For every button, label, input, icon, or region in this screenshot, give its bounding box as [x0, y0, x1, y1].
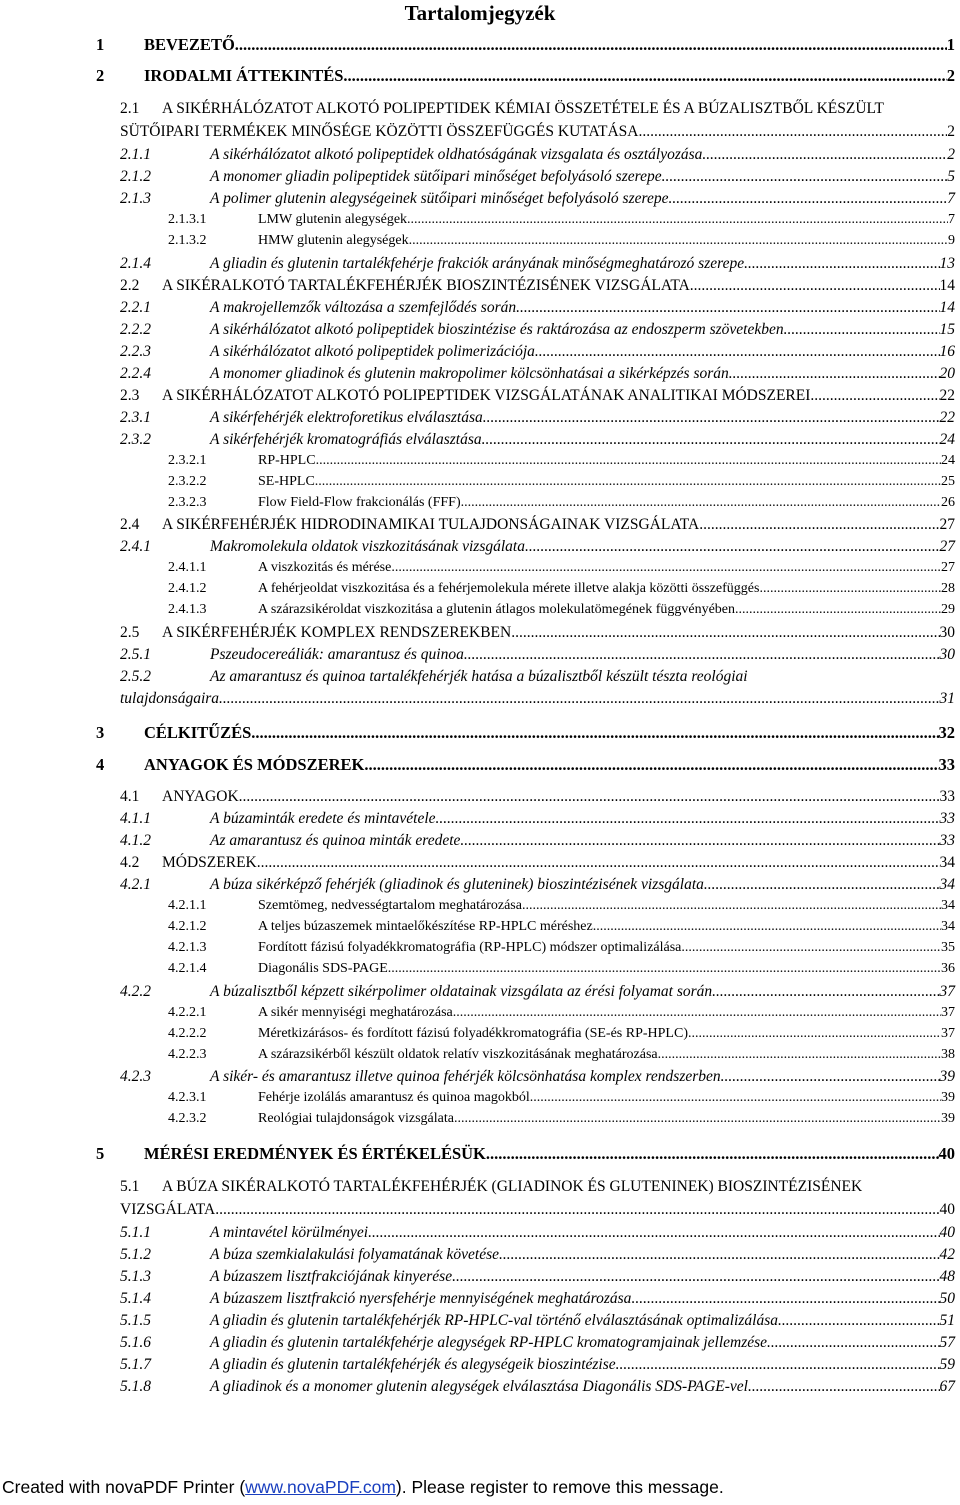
toc-page-number: 24	[941, 453, 955, 468]
toc-page-number: 39	[941, 1090, 955, 1105]
toc-leader	[535, 343, 940, 361]
toc-page-number: 37	[941, 1005, 955, 1020]
toc-leader	[453, 1005, 941, 1021]
toc-page-number: 38	[941, 1047, 955, 1062]
toc-number: 4.2.3.1	[168, 1090, 207, 1105]
toc-entry[interactable]	[120, 387, 955, 405]
toc-number: 2.3	[120, 387, 140, 404]
toc-number: 2.2.2	[120, 321, 151, 338]
toc-leader	[729, 365, 940, 383]
toc-title: A SIKÉRALKOTÓ TARTALÉKFEHÉRJÉK BIOSZINTÉZISÉNEK VIZSGÁLATA	[162, 277, 690, 294]
toc-number: 4.1	[120, 788, 140, 805]
footer-text-before: Created with novaPDF Printer (	[2, 1477, 246, 1497]
toc-page-number: 22	[939, 409, 955, 426]
toc-leader	[593, 919, 941, 935]
toc-leader	[482, 431, 940, 449]
toc-number: 4.2.2.3	[168, 1047, 207, 1062]
toc-leader	[516, 299, 939, 317]
toc-entry[interactable]	[120, 168, 955, 186]
toc-number: 2.3.2.1	[168, 453, 207, 468]
toc-page-number: 51	[939, 1312, 955, 1329]
toc-leader	[522, 898, 941, 914]
toc-number: 4.2.2.1	[168, 1005, 207, 1020]
toc-title: A SIKÉRHÁLÓZATOT ALKOTÓ POLIPEPTIDEK KÉMIAI ÖSSZETÉTELE ÉS A BÚZALISZTBŐL KÉSZÜLT	[162, 100, 885, 117]
toc-leader	[461, 495, 941, 511]
toc-leader	[315, 474, 941, 490]
toc-leader	[388, 961, 941, 977]
toc-leader	[702, 146, 947, 164]
toc-entry[interactable]	[120, 190, 955, 208]
toc-page-number: 40	[938, 1144, 955, 1163]
toc-title: A sikérhálózatot alkotó polipeptidek bioszintézise és raktározása az endoszperm szövetekben	[210, 321, 784, 338]
toc-leader	[784, 321, 940, 339]
toc-entry[interactable]	[120, 832, 955, 850]
toc-title: A búzalisztből képzett sikérpolimer oldatainak vizsgálata az érési folyamat során	[210, 983, 713, 1000]
toc-number: 5.1.2	[120, 1246, 151, 1263]
toc-leader	[215, 1201, 939, 1219]
toc-title: A búzaszem lisztfrakció nyersfehérje mennyiségének meghatározása	[210, 1290, 632, 1307]
toc-leader	[759, 581, 941, 597]
toc-entry[interactable]	[120, 1268, 955, 1286]
toc-number: 2.1.3.2	[168, 233, 207, 248]
toc-leader	[257, 854, 940, 872]
toc-number: 4.1.2	[120, 832, 151, 849]
toc-leader	[767, 1334, 939, 1352]
toc-page-number: 33	[939, 832, 955, 849]
toc-title: A szárazsikéroldat viszkozitása a glutenin átlagos molekulatömegének függvényében	[258, 602, 736, 617]
toc-title: A fehérjeoldat viszkozitása és a fehérjemolekula mérete illetve alakja közötti összefüggés	[258, 581, 760, 596]
toc-page-number: 14	[939, 277, 955, 294]
toc-page-number: 34	[941, 919, 955, 934]
toc-number: 5.1.4	[120, 1290, 151, 1307]
toc-entry[interactable]	[120, 876, 955, 894]
toc-entry[interactable]	[168, 919, 955, 935]
toc-page-number: 24	[939, 431, 955, 448]
toc-leader	[748, 1378, 940, 1396]
toc-leader	[407, 212, 948, 228]
toc-leader	[436, 810, 940, 828]
toc-title: A sikér- és amarantusz illetve quinoa fehérjék kölcsönhatása komplex rendszerben	[210, 1068, 721, 1085]
toc-title: Fordított fázisú folyadékkromatográfia (RP-HPLC) módszer optimalizálása	[258, 940, 682, 955]
toc-title: A sikérhálózatot alkotó polipeptidek oldhatóságának vizsgalata és osztályozása	[210, 146, 703, 163]
toc-title-continued: VIZSGÁLATA	[120, 1201, 216, 1218]
toc-title: BEVEZETŐ	[144, 35, 235, 54]
toc-number: 2.1.4	[120, 255, 151, 272]
toc-leader	[712, 983, 939, 1001]
toc-leader	[452, 1268, 939, 1286]
toc-leader	[454, 1111, 941, 1127]
toc-title: HMW glutenin alegységek	[258, 233, 409, 248]
toc-title: Méretkizárásos- és fordított fázisú folyadékkromatográfia (SE-és RP-HPLC)	[258, 1026, 688, 1041]
toc-entry[interactable]	[120, 123, 955, 141]
toc-leader	[704, 876, 940, 894]
toc-page-number: 57	[939, 1334, 955, 1351]
toc-number: 5.1.1	[120, 1224, 151, 1241]
toc-title: A búza szemkialakulási folyamatának követése	[210, 1246, 499, 1263]
toc-leader	[810, 387, 939, 405]
toc-page-number: 32	[938, 723, 955, 742]
toc-leader	[744, 255, 939, 273]
toc-leader	[688, 1026, 941, 1042]
toc-entry[interactable]	[120, 1201, 955, 1219]
toc-leader	[460, 832, 939, 850]
toc-page-number: 7	[948, 212, 955, 227]
toc-entry[interactable]	[120, 277, 955, 295]
toc-page-number: 59	[939, 1356, 955, 1373]
toc-entry[interactable]	[120, 1378, 955, 1396]
toc-title-continued: tulajdonságaira	[120, 690, 220, 707]
toc-page-number: 14	[939, 299, 955, 316]
toc-number: 4.2.2	[120, 983, 151, 1000]
toc-title: A sikérhálózatot alkotó polipeptidek polimerizációja	[210, 343, 535, 360]
toc-entry[interactable]	[120, 343, 955, 361]
toc-number: 5.1.3	[120, 1268, 151, 1285]
toc-entry[interactable]	[120, 690, 955, 708]
toc-entry[interactable]	[168, 233, 955, 249]
toc-leader	[464, 646, 940, 664]
toc-page-number: 33	[938, 755, 955, 774]
toc-number: 2.3.2.2	[168, 474, 207, 489]
toc-page-number: 40	[939, 1201, 955, 1218]
toc-number: 2.5.2	[120, 668, 151, 685]
toc-entry-first-line[interactable]	[120, 1178, 862, 1196]
toc-leader	[668, 190, 947, 208]
toc-title: A monomer gliadinok és glutenin makropolimer kölcsönhatásai a sikérképzés során	[210, 365, 729, 382]
toc-title: Az amarantusz és quinoa tartalékfehérjék hatása a búzalisztből készült tészta reológiai	[210, 668, 748, 685]
toc-entry[interactable]	[168, 495, 955, 511]
toc-entry[interactable]	[168, 560, 955, 576]
toc-title: CÉLKITŰZÉS	[144, 723, 252, 742]
toc-leader	[530, 1090, 941, 1106]
toc-title: A gliadinok és a monomer glutenin alegységek elválasztása Diagonális SDS-PAGE-vel	[210, 1378, 748, 1395]
toc-entry[interactable]	[96, 755, 955, 775]
toc-entry-first-line[interactable]	[120, 668, 748, 686]
toc-page-number: 33	[939, 810, 955, 827]
toc-title: A mintavétel körülményei	[210, 1224, 369, 1241]
toc-number: 5.1.7	[120, 1356, 151, 1373]
toc-leader	[699, 516, 939, 534]
toc-entry[interactable]	[120, 810, 955, 828]
toc-page-number: 35	[941, 940, 955, 955]
toc-entry[interactable]	[120, 516, 955, 534]
toc-page-number: 13	[939, 255, 955, 272]
watermark-footer	[0, 1476, 960, 1498]
toc-number: 2.4.1	[120, 538, 151, 555]
toc-number: 4.2.1.2	[168, 919, 207, 934]
toc-entry[interactable]	[120, 646, 955, 664]
page-title: Tartalomjegyzék	[404, 1, 556, 25]
footer-link[interactable]: www.novaPDF.com	[245, 1477, 396, 1497]
toc-title: A búza sikérképző fehérjék (gliadinok és gluteninek) bioszintézisének vizsgálata	[210, 876, 704, 893]
toc-number: 4.2.2.2	[168, 1026, 207, 1041]
toc-entry[interactable]	[120, 1356, 955, 1374]
toc-number: 3	[96, 723, 105, 742]
toc-title: A teljes búzaszemek mintaelőkészítése RP-HPLC méréshez	[258, 919, 593, 934]
toc-page-number: 27	[939, 538, 955, 555]
toc-entry[interactable]	[168, 602, 955, 618]
toc-entry[interactable]	[120, 1224, 955, 1242]
toc-number: 2.4.1.1	[168, 560, 207, 575]
toc-entry[interactable]	[168, 212, 955, 228]
toc-entry[interactable]	[120, 1290, 955, 1308]
toc-page-number: 67	[939, 1378, 955, 1395]
toc-title: Az amarantusz és quinoa minták eredete	[210, 832, 461, 849]
toc-title: SE-HPLC	[258, 474, 315, 489]
toc-page-number: 39	[941, 1111, 955, 1126]
toc-leader	[409, 233, 948, 249]
toc-number: 4	[96, 755, 105, 774]
toc-page-number: 9	[948, 233, 955, 248]
toc-page-number: 34	[941, 898, 955, 913]
toc-number: 2.1.3.1	[168, 212, 207, 227]
toc-title: A gliadin és glutenin tartalékfehérje frakciók arányának minőségmeghatározó szerepe	[210, 255, 745, 272]
toc-entry[interactable]	[120, 854, 955, 872]
toc-entry[interactable]	[168, 940, 955, 956]
toc-entry[interactable]	[120, 255, 955, 273]
toc-page-number: 16	[939, 343, 955, 360]
toc-page-number: 34	[939, 854, 955, 871]
toc-leader	[391, 560, 941, 576]
toc-entry[interactable]	[120, 788, 955, 806]
toc-number: 2.3.1	[120, 409, 151, 426]
toc-page-number: 25	[941, 474, 955, 489]
toc-entry[interactable]	[168, 1005, 955, 1021]
toc-page-number: 29	[941, 602, 955, 617]
toc-leader	[251, 723, 938, 743]
toc-entry[interactable]	[168, 581, 955, 597]
toc-number: 5.1.5	[120, 1312, 151, 1329]
toc-entry[interactable]	[120, 624, 955, 642]
toc-title: A gliadin és glutenin tartalékfehérje alegységek RP-HPLC kromatogramjainak jellemzése	[210, 1334, 768, 1351]
toc-title: Makromolekula oldatok viszkozitásának vizsgálata	[210, 538, 525, 555]
toc-title: A viszkozitás és mérése	[258, 560, 392, 575]
toc-title-continued: SÜTŐIPARI TERMÉKEK MINŐSÉGE KÖZÖTTI ÖSSZEFÜGGÉS KUTATÁSA	[120, 123, 639, 140]
toc-leader	[316, 453, 941, 469]
toc-page-number: 2	[947, 123, 955, 140]
toc-number: 4.2.1.4	[168, 961, 207, 976]
toc-leader	[735, 602, 941, 618]
toc-leader	[343, 66, 946, 86]
toc-leader	[681, 940, 941, 956]
toc-number: 2.1	[120, 100, 140, 117]
toc-entry[interactable]	[168, 453, 955, 469]
toc-number: 2.5	[120, 624, 140, 641]
toc-page-number: 37	[939, 983, 955, 1000]
toc-entry[interactable]	[120, 299, 955, 317]
toc-title: A búzaminták eredete és mintavétele	[210, 810, 436, 827]
toc-leader	[525, 538, 940, 556]
toc-entry[interactable]	[168, 1026, 955, 1042]
toc-page-number: 15	[939, 321, 955, 338]
toc-leader	[690, 277, 940, 295]
toc-number: 2.4.1.3	[168, 602, 207, 617]
toc-entry-first-line[interactable]	[120, 100, 884, 118]
toc-title: A szárazsikérből készült oldatok relatív viszkozitásának meghatározása	[258, 1047, 658, 1062]
toc-entry[interactable]	[96, 35, 955, 55]
toc-page-number: 34	[939, 876, 955, 893]
toc-title: Diagonális SDS-PAGE	[258, 961, 388, 976]
toc-leader	[638, 123, 947, 141]
toc-number: 2.1.2	[120, 168, 151, 185]
toc-title: MÉRÉSI EREDMÉNYEK ÉS ÉRTÉKELÉSÜK	[144, 1144, 486, 1163]
toc-title: A SIKÉRHÁLÓZATOT ALKOTÓ POLIPEPTIDEK VIZSGÁLATÁNAK ANALITIKAI MÓDSZEREI	[162, 387, 811, 404]
toc-page-number: 36	[941, 961, 955, 976]
toc-number: 1	[96, 35, 105, 54]
toc-page-number: 26	[941, 495, 955, 510]
toc-page-number: 39	[939, 1068, 955, 1085]
toc-title: A makrojellemzők változása a szemfejlődés során	[210, 299, 517, 316]
toc-title: Reológiai tulajdonságok vizsgálata	[258, 1111, 454, 1126]
toc-number: 5	[96, 1144, 105, 1163]
toc-title: RP-HPLC	[258, 453, 316, 468]
toc-title: A BÚZA SIKÉRALKOTÓ TARTALÉKFEHÉRJÉK (GLIADINOK ÉS GLUTENINEK) BIOSZINTÉZISÉNEK	[162, 1178, 863, 1195]
toc-page-number: 20	[939, 365, 955, 382]
toc-entry[interactable]	[168, 1111, 955, 1127]
toc-title: Flow Field-Flow frakcionálás (FFF)	[258, 495, 461, 510]
toc-entry[interactable]	[120, 1068, 955, 1086]
toc-page-number: 28	[941, 581, 955, 596]
toc-title: MÓDSZEREK	[162, 854, 257, 871]
toc-page-number: 50	[939, 1290, 955, 1307]
toc-number: 2.3.2.3	[168, 495, 207, 510]
toc-number: 4.1.1	[120, 810, 151, 827]
toc-title: A SIKÉRFEHÉRJÉK KOMPLEX RENDSZEREKBEN	[162, 624, 512, 641]
toc-title: A sikér mennyiségi meghatározása	[258, 1005, 453, 1020]
toc-number: 2.2.1	[120, 299, 151, 316]
toc-leader	[483, 409, 940, 427]
toc-entry[interactable]	[120, 365, 955, 383]
toc-number: 5.1	[120, 1178, 140, 1195]
toc-number: 2.1.1	[120, 146, 151, 163]
toc-entry[interactable]	[168, 961, 955, 977]
toc-leader	[631, 1290, 939, 1308]
toc-leader	[499, 1246, 940, 1264]
toc-entry[interactable]	[120, 1334, 955, 1352]
toc-entry[interactable]	[120, 1246, 955, 1264]
toc-entry[interactable]	[168, 898, 955, 914]
toc-title: ANYAGOK ÉS MÓDSZEREK	[144, 755, 365, 774]
toc-leader	[778, 1312, 940, 1330]
toc-title: IRODALMI ÁTTEKINTÉS	[144, 66, 344, 85]
toc-number: 2.1.3	[120, 190, 151, 207]
toc-number: 2.4	[120, 516, 140, 533]
toc-number: 5.1.8	[120, 1378, 151, 1395]
toc-leader	[219, 690, 939, 708]
toc-title: A sikérfehérjék kromatográfiás elválasztása	[210, 431, 482, 448]
toc-title: A sikérfehérjék elektroforetikus elválasztása	[210, 409, 483, 426]
toc-page-number: 22	[939, 387, 955, 404]
toc-number: 4.2.3.2	[168, 1111, 207, 1126]
toc-title: A gliadin és glutenin tartalékfehérjék és alegységeik bioszintézise	[210, 1356, 616, 1373]
toc-page-number: 7	[947, 190, 955, 207]
toc-leader	[662, 168, 948, 186]
toc-entry[interactable]	[168, 474, 955, 490]
toc-page-number: 2	[947, 146, 955, 163]
toc-number: 2.2	[120, 277, 140, 294]
toc-entry[interactable]	[96, 66, 955, 86]
toc-page-number: 42	[939, 1246, 955, 1263]
toc-number: 4.2.3	[120, 1068, 151, 1085]
toc-leader	[511, 624, 939, 642]
toc-title: ANYAGOK	[162, 788, 239, 805]
toc-title: A monomer gliadin polipeptidek sütőipari minőséget befolyásoló szerepe	[210, 168, 662, 185]
toc-entry[interactable]	[120, 1312, 955, 1330]
toc-number: 4.2.1.1	[168, 898, 207, 913]
toc-leader	[658, 1047, 941, 1063]
toc-number: 2.2.4	[120, 365, 151, 382]
footer-text-after: ). Please register to remove this message.	[395, 1477, 724, 1497]
toc-page-number: 30	[939, 646, 955, 663]
toc-number: 2.2.3	[120, 343, 151, 360]
toc-page-number: 37	[941, 1026, 955, 1041]
toc-leader	[616, 1356, 940, 1374]
toc-entry[interactable]	[168, 1047, 955, 1063]
toc-page-number: 5	[947, 168, 955, 185]
toc-page-number: 2	[946, 66, 955, 85]
toc-number: 2	[96, 66, 105, 85]
toc-entry[interactable]	[120, 431, 955, 449]
toc-title: Fehérje izolálás amarantusz és quinoa magokból	[258, 1090, 530, 1105]
toc-entry[interactable]	[120, 321, 955, 339]
toc-entry[interactable]	[120, 409, 955, 427]
toc-page-number: 27	[941, 560, 955, 575]
toc-number: 4.2.1.3	[168, 940, 207, 955]
toc-entry[interactable]	[168, 1090, 955, 1106]
toc-entry[interactable]	[120, 983, 955, 1001]
toc-title: Pszeudocereáliák: amarantusz és quinoa	[210, 646, 464, 663]
toc-title: Szemtömeg, nedvességtartalom meghatározása	[258, 898, 522, 913]
toc-number: 2.4.1.2	[168, 581, 207, 596]
toc-number: 4.2.1	[120, 876, 151, 893]
toc-leader	[486, 1144, 939, 1164]
toc-page-number: 31	[939, 690, 955, 707]
toc-page-number: 30	[939, 624, 955, 641]
toc-title: LMW glutenin alegységek	[258, 212, 408, 227]
toc-page-number: 27	[939, 516, 955, 533]
toc-entry[interactable]	[120, 146, 955, 164]
toc-page-number: 48	[939, 1268, 955, 1285]
toc-title: A polimer glutenin alegységeinek sütőipari minőséget befolyásoló szerepe	[210, 190, 669, 207]
toc-leader	[721, 1068, 940, 1086]
toc-page-number: 33	[939, 788, 955, 805]
toc-number: 2.3.2	[120, 431, 151, 448]
toc-entry[interactable]	[96, 723, 955, 743]
toc-number: 2.5.1	[120, 646, 151, 663]
toc-leader	[235, 35, 947, 55]
toc-leader	[364, 755, 938, 775]
toc-entry[interactable]	[120, 538, 955, 556]
toc-leader	[368, 1224, 939, 1242]
toc-leader	[239, 788, 940, 806]
toc-page-number: 40	[939, 1224, 955, 1241]
toc-entry[interactable]	[96, 1144, 955, 1164]
toc-title: A gliadin és glutenin tartalékfehérjék RP-HPLC-val történő elválasztásának optimalizálása	[210, 1312, 778, 1329]
toc-number: 4.2	[120, 854, 140, 871]
toc-number: 5.1.6	[120, 1334, 151, 1351]
toc-title: A SIKÉRFEHÉRJÉK HIDRODINAMIKAI TULAJDONSÁGAINAK VIZSGÁLATA	[162, 516, 700, 533]
toc-page-number: 1	[946, 35, 955, 54]
toc-title: A búzaszem lisztfrakciójának kinyerése	[210, 1268, 453, 1285]
